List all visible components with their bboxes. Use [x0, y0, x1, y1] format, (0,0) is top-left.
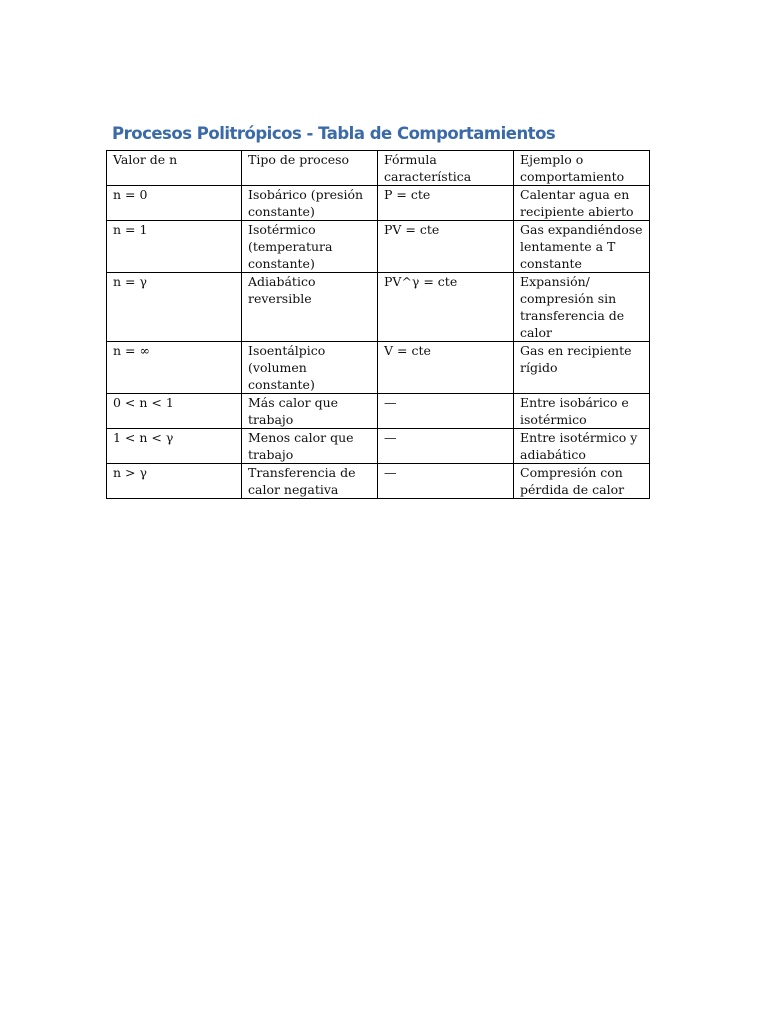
cell-example: Entre isotérmico y adiabático	[514, 429, 650, 464]
table-row	[107, 186, 650, 221]
cell-process-type: Adiabático reversible	[242, 273, 378, 342]
table-row	[107, 394, 650, 429]
cell-process-type: Isoentálpico (volumen constante)	[242, 342, 378, 394]
document-title: Procesos Politrópicos - Tabla de Comportamientos	[112, 124, 556, 143]
cell-formula: PV^γ = cte	[378, 273, 514, 342]
cell-n-value: n = 0	[107, 186, 242, 221]
polytropic-process-table	[106, 150, 650, 499]
cell-formula: V = cte	[378, 342, 514, 394]
cell-n-value: n = γ	[107, 273, 242, 342]
header-cell-example: Ejemplo o comportamiento	[514, 151, 650, 186]
header-cell-n-value: Valor de n	[107, 151, 242, 186]
table-row	[107, 429, 650, 464]
header-cell-process-type: Tipo de proceso	[242, 151, 378, 186]
cell-n-value: n = ∞	[107, 342, 242, 394]
table-row	[107, 221, 650, 273]
cell-formula: —	[378, 429, 514, 464]
cell-process-type: Más calor que trabajo	[242, 394, 378, 429]
cell-formula: —	[378, 464, 514, 499]
cell-process-type: Isotérmico (temperatura constante)	[242, 221, 378, 273]
cell-formula: PV = cte	[378, 221, 514, 273]
cell-process-type: Isobárico (presión constante)	[242, 186, 378, 221]
cell-n-value: n > γ	[107, 464, 242, 499]
cell-n-value: 0 < n < 1	[107, 394, 242, 429]
cell-example: Compresión con pérdida de calor	[514, 464, 650, 499]
cell-formula: P = cte	[378, 186, 514, 221]
cell-n-value: n = 1	[107, 221, 242, 273]
cell-formula: —	[378, 394, 514, 429]
cell-example: Expansión/ compresión sin transferencia de calor	[514, 273, 650, 342]
table-row	[107, 464, 650, 499]
cell-example: Entre isobárico e isotérmico	[514, 394, 650, 429]
cell-process-type: Menos calor que trabajo	[242, 429, 378, 464]
cell-example: Gas en recipiente rígido	[514, 342, 650, 394]
cell-process-type: Transferencia de calor negativa	[242, 464, 378, 499]
cell-example: Calentar agua en recipiente abierto	[514, 186, 650, 221]
table-row	[107, 273, 650, 342]
header-cell-formula: Fórmula característica	[378, 151, 514, 186]
cell-example: Gas expandiéndose lentamente a T constante	[514, 221, 650, 273]
cell-n-value: 1 < n < γ	[107, 429, 242, 464]
table-header-row	[107, 151, 650, 186]
table-row	[107, 342, 650, 394]
